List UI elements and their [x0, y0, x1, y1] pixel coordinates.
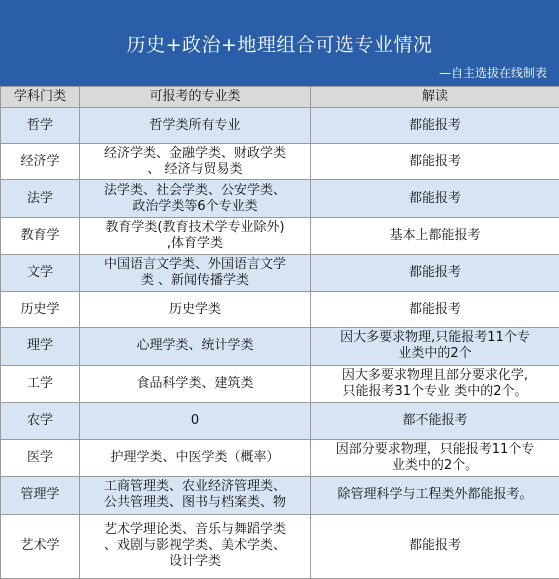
cell-note: 都能报考: [311, 180, 559, 217]
cell-note: 都能报考: [311, 254, 559, 291]
cell-category: 工学: [1, 365, 80, 402]
cell-category: 医学: [1, 440, 80, 477]
cell-note: 除管理科学与工程类外都能报考。: [311, 477, 559, 514]
cell-category: 教育学: [1, 217, 80, 254]
cell-majors: 艺术学理论类、音乐与舞蹈学类 、戏剧与影视学类、美术学类、 设计学类: [80, 514, 311, 578]
cell-category: 文学: [1, 254, 80, 291]
cell-majors: 工商管理类、农业经济管理类、 公共管理类、图书与档案类、物: [80, 477, 311, 514]
cell-majors: 食品科学类、建筑类: [80, 365, 311, 402]
cell-note: 因大多要求物理,只能报考11个专 业类中的2个: [311, 328, 559, 365]
table-row: [1, 477, 559, 514]
cell-majors: 经济学类、金融学类、财政学类 、 经济与贸易类: [80, 144, 311, 180]
table-row: [1, 514, 559, 578]
column-header-majors: 可报考的专业类: [80, 87, 311, 108]
table-row: [1, 440, 559, 477]
cell-note: 因大多要求物理且部分要求化学, 只能报考31个专业 类中的2个。: [311, 365, 559, 402]
table-row: [1, 365, 559, 402]
column-header-note: 解读: [311, 87, 559, 108]
table-row: [1, 217, 559, 254]
cell-category: 理学: [1, 328, 80, 365]
majors-table: [0, 86, 559, 579]
cell-category: 经济学: [1, 144, 80, 180]
page-subtitle: —自主选拔在线制表: [438, 66, 547, 80]
cell-note: 都能报考: [311, 292, 559, 328]
cell-category: 艺术学: [1, 514, 80, 578]
cell-note: 因部分要求物理，只能报考11个专 业类中的2个。: [311, 440, 559, 477]
cell-majors: 历史学类: [80, 292, 311, 328]
cell-note: 都不能报考: [311, 402, 559, 439]
cell-note: 都能报考: [311, 144, 559, 180]
cell-note: 基本上都能报考: [311, 217, 559, 254]
cell-majors: 哲学类所有专业: [80, 108, 311, 144]
cell-majors: 中国语言文学类、外国语言文学 类 、新闻传播学类: [80, 254, 311, 291]
cell-majors: 教育学类(教育技术学专业除外) ,体育学类: [80, 217, 311, 254]
cell-note: 都能报考: [311, 514, 559, 578]
cell-category: 哲学: [1, 108, 80, 144]
table-row: [1, 108, 559, 144]
cell-majors: 护理学类、中医学类（概率）: [80, 440, 311, 477]
table-row: [1, 180, 559, 217]
table-header-row: [1, 87, 559, 108]
table-row: [1, 328, 559, 365]
cell-category: 农学: [1, 402, 80, 439]
table-row: [1, 402, 559, 439]
table-row: [1, 254, 559, 291]
table-row: [1, 144, 559, 180]
cell-category: 法学: [1, 180, 80, 217]
cell-majors: 心理学类、统计学类: [80, 328, 311, 365]
title-banner: [0, 0, 559, 86]
cell-majors: 法学类、社会学类、公安学类、 政治学类等6个专业类: [80, 180, 311, 217]
cell-category: 管理学: [1, 477, 80, 514]
page-title: 历史+政治+地理组合可选专业情况: [126, 34, 433, 56]
cell-category: 历史学: [1, 292, 80, 328]
cell-majors: 0: [80, 402, 311, 439]
cell-note: 都能报考: [311, 108, 559, 144]
table-row: [1, 292, 559, 328]
column-header-category: 学科门类: [1, 87, 80, 108]
